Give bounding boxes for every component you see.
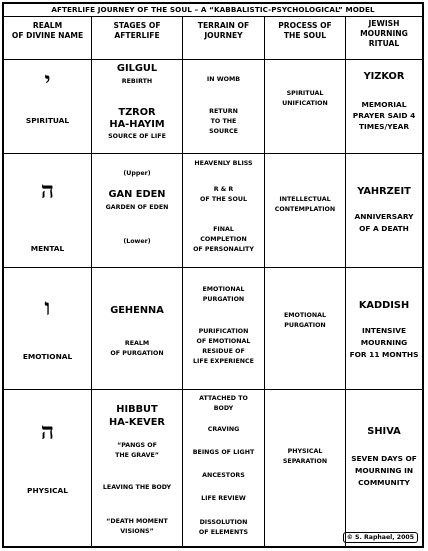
hebrew-letter-yod: י xyxy=(44,67,51,94)
hebrew-letter-vav: ו xyxy=(44,294,51,321)
stage-note: LEAVING THE BODY xyxy=(102,484,172,491)
stage-cell-physical xyxy=(92,390,182,548)
stage-note: (Upper) xyxy=(123,170,151,177)
realm-cell-emotional xyxy=(4,268,91,389)
stage-title: HA-HAYIM xyxy=(109,119,165,130)
ritual-cell-emotional xyxy=(346,268,422,389)
ritual-title: YIZKOR xyxy=(363,71,405,82)
header-text: MOURNING xyxy=(360,29,408,38)
terrain-text: PURIFICATION xyxy=(198,328,249,335)
terrain-text: EMOTIONAL xyxy=(202,286,245,293)
stage-title: HIBBUT xyxy=(116,404,158,415)
terrain-text: ATTACHED TO BODY xyxy=(199,395,248,412)
realm-label: MENTAL xyxy=(30,244,65,253)
header-text: JOURNEY xyxy=(204,31,243,40)
header-text: THE SOUL xyxy=(283,31,327,40)
header-text: PROCESS OF xyxy=(278,21,332,30)
hebrew-letter-he: ה xyxy=(40,418,55,445)
header-process xyxy=(265,17,345,59)
terrain-text: LIFE EXPERIENCE xyxy=(193,358,254,365)
process-text: UNIFICATION xyxy=(282,100,328,107)
process-cell-spiritual xyxy=(265,60,345,153)
ritual-text: FOR 11 MONTHS xyxy=(349,350,419,359)
process-text: PURGATION xyxy=(284,322,326,329)
ritual-text: MOURNING xyxy=(360,338,408,347)
terrain-text: HEAVENLY BLISS xyxy=(194,160,253,167)
stage-cell-mental xyxy=(92,154,182,267)
stage-subtitle: REALM xyxy=(124,340,150,347)
stage-note: “PANGS OF xyxy=(117,442,157,449)
terrain-text: FINAL xyxy=(213,226,234,233)
process-text: INTELLECTUAL xyxy=(279,196,331,203)
ritual-title: KADDISH xyxy=(358,300,410,311)
stage-subtitle: OF PURGATION xyxy=(110,350,164,357)
process-cell-mental xyxy=(265,154,345,267)
stage-subtitle: SOURCE OF LIFE xyxy=(108,133,166,140)
chart-frame xyxy=(2,2,424,548)
terrain-text: OF THE SOUL xyxy=(200,196,247,203)
ritual-text: TIMES/YEAR xyxy=(358,122,410,131)
terrain-cell-mental xyxy=(183,154,264,267)
stage-note: THE GRAVE” xyxy=(115,452,159,459)
ritual-title: YAHRZEIT xyxy=(357,186,411,197)
process-text: PHYSICAL xyxy=(287,448,323,455)
stage-title: HA-KEVER xyxy=(109,417,165,428)
terrain-text: DISSOLUTION OF ELEMENTS xyxy=(198,519,249,536)
copyright-notice: © S. Raphael, 2005 xyxy=(343,532,418,543)
ritual-text: ANNIVERSARY xyxy=(354,212,414,221)
header-text: REALM xyxy=(32,21,63,30)
stage-title: GAN EDEN xyxy=(108,189,166,200)
realm-cell-mental xyxy=(4,154,91,267)
terrain-text: BEINGS OF LIGHT xyxy=(192,449,255,456)
ritual-text: MEMORIAL xyxy=(361,100,407,109)
ritual-text: COMMUNITY xyxy=(358,478,410,487)
header-text: RITUAL xyxy=(368,39,400,48)
stage-title: TZROR xyxy=(118,107,156,118)
process-text: EMOTIONAL xyxy=(283,312,327,319)
process-text: SPIRITUAL xyxy=(286,90,324,97)
stage-cell-emotional xyxy=(92,268,182,389)
ritual-text: MOURNING IN xyxy=(354,466,414,475)
terrain-text: TO THE xyxy=(210,118,237,125)
ritual-title: SHIVA xyxy=(367,426,401,437)
header-text: AFTERLIFE xyxy=(114,31,160,40)
stage-title: GILGUL xyxy=(116,63,158,74)
realm-label: PHYSICAL xyxy=(27,486,68,495)
stage-title: GEHENNA xyxy=(110,305,164,316)
realm-cell-spiritual xyxy=(4,60,91,153)
realm-cell-physical xyxy=(4,390,91,548)
realm-label: EMOTIONAL xyxy=(22,352,73,361)
terrain-cell-spiritual xyxy=(183,60,264,153)
ritual-text: INTENSIVE xyxy=(361,326,407,335)
ritual-text: PRAYER SAID 4 xyxy=(352,111,416,120)
stage-note: “DEATH MOMENT xyxy=(106,518,168,525)
process-text: SEPARATION xyxy=(282,458,328,465)
header-text: STAGES OF xyxy=(113,21,161,30)
terrain-text: LIFE REVIEW xyxy=(201,495,246,502)
stage-subtitle: REBIRTH xyxy=(121,78,153,85)
terrain-text: OF PERSONALITY xyxy=(193,246,254,253)
header-realm xyxy=(4,17,91,59)
terrain-text: RESIDUE OF xyxy=(202,348,245,355)
ritual-text: SEVEN DAYS OF xyxy=(351,454,417,463)
terrain-text: CRAVING xyxy=(207,426,240,433)
stage-note: VISIONS” xyxy=(120,528,154,535)
terrain-text: PURGATION xyxy=(202,296,245,303)
ritual-text: OF A DEATH xyxy=(359,224,409,233)
terrain-text: OF EMOTIONAL xyxy=(196,338,251,345)
hebrew-letter-he: ה xyxy=(40,177,55,204)
header-terrain xyxy=(183,17,264,59)
process-cell-physical xyxy=(265,390,345,548)
terrain-text: ANCESTORS xyxy=(202,472,245,479)
header-text: OF DIVINE NAME xyxy=(11,31,84,40)
stage-cell-spiritual xyxy=(92,60,182,153)
terrain-text: SOURCE xyxy=(209,128,238,135)
stage-subtitle: GARDEN OF EDEN xyxy=(105,204,169,211)
process-text: CONTEMPLATION xyxy=(274,206,336,213)
terrain-text: COMPLETION xyxy=(200,236,247,243)
process-cell-emotional xyxy=(265,268,345,389)
ritual-cell-mental xyxy=(346,154,422,267)
chart-title: AFTERLIFE JOURNEY OF THE SOUL – A “KABBALISTIC-PSYCHOLOGICAL” MODEL xyxy=(51,5,375,14)
header-mourning xyxy=(346,17,422,59)
terrain-cell-emotional xyxy=(183,268,264,389)
realm-label: SPIRITUAL xyxy=(25,116,70,125)
ritual-cell-physical xyxy=(346,390,422,548)
header-stages xyxy=(92,17,182,59)
ritual-cell-spiritual xyxy=(346,60,422,153)
terrain-text: RETURN xyxy=(209,108,238,115)
header-text: TERRAIN OF xyxy=(197,21,250,30)
terrain-cell-physical xyxy=(183,390,264,548)
terrain-text: R & R xyxy=(213,186,234,193)
stage-note: (Lower) xyxy=(123,238,151,245)
terrain-text: IN WOMB xyxy=(206,76,241,83)
header-text: JEWISH xyxy=(368,19,400,28)
